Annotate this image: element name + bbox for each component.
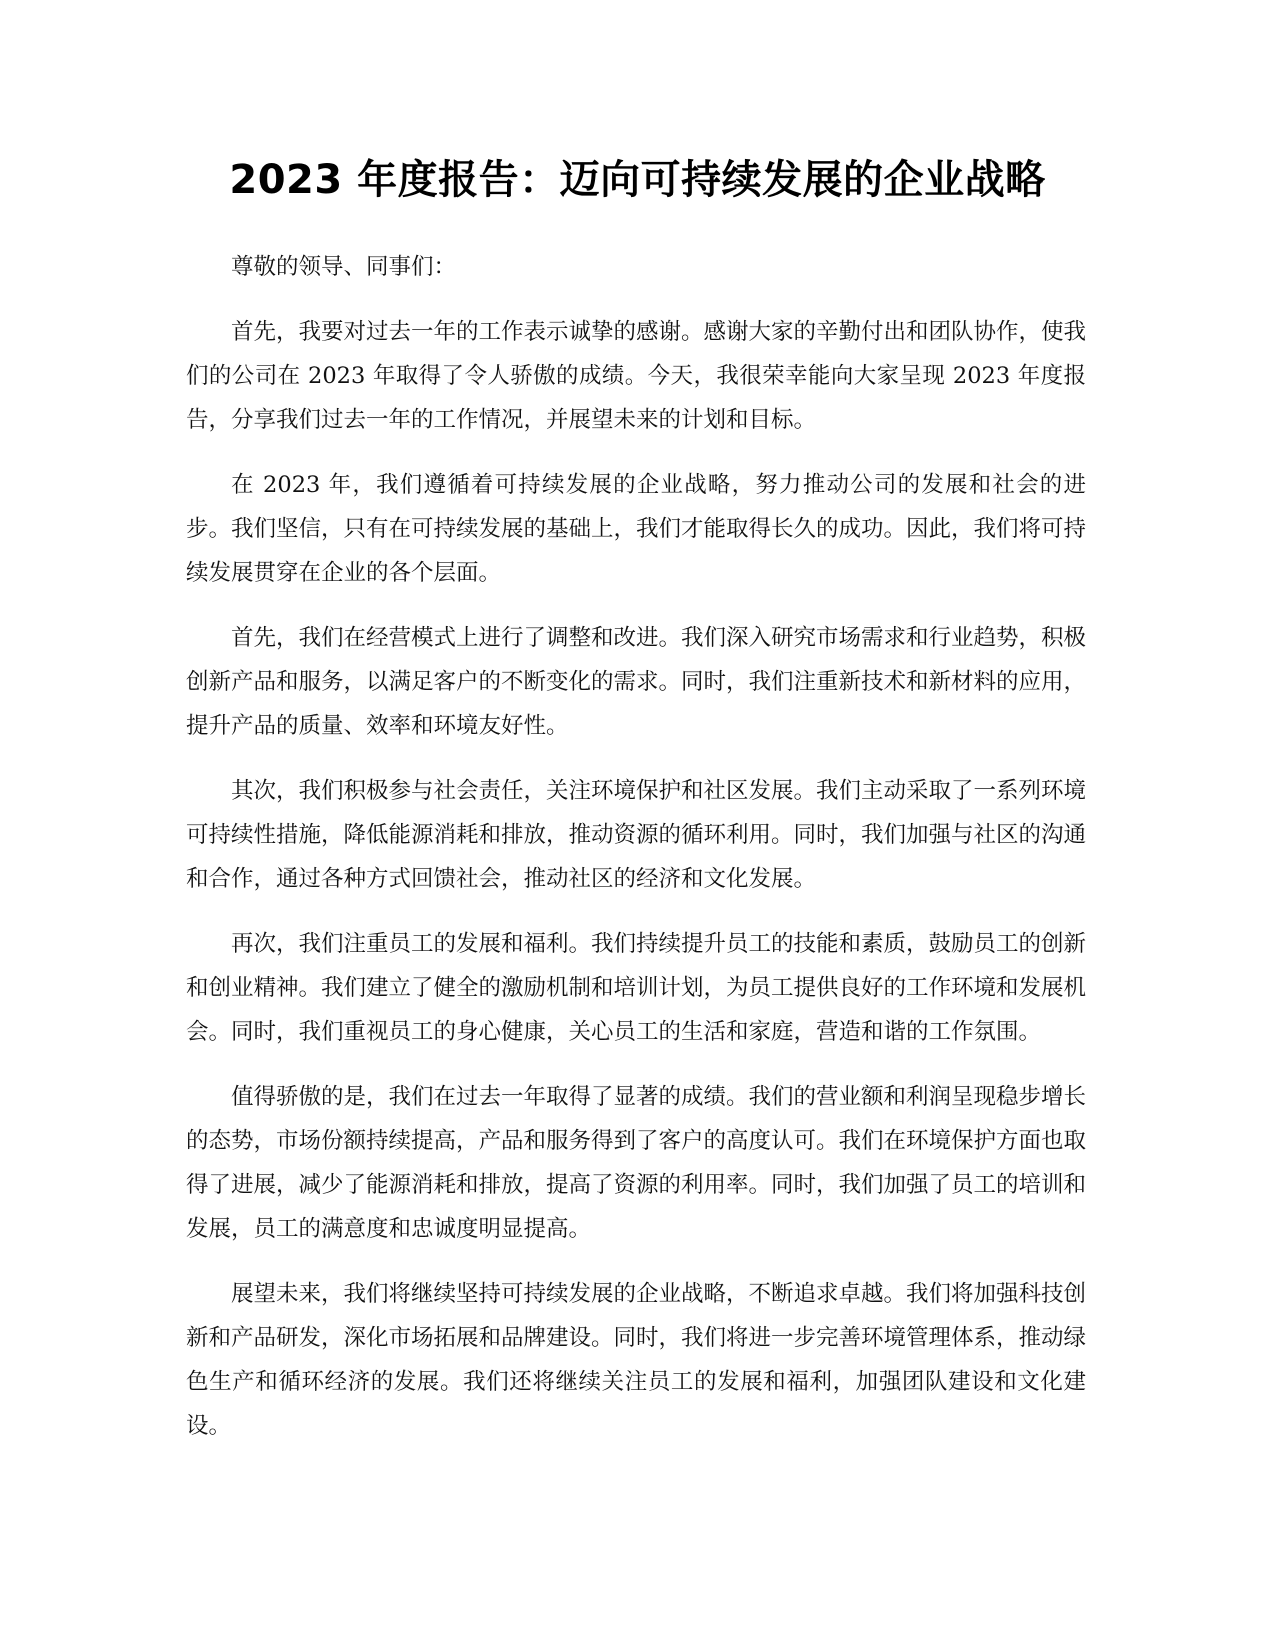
- paragraph-strategy: 在 2023 年，我们遵循着可持续发展的企业战略，努力推动公司的发展和社会的进步。我们坚信，只有在可持续发展的基础上，我们才能取得长久的成功。因此，我们将可持续发展贯穿在企业的各个层面。: [186, 472, 1087, 586]
- paragraph-employees: 再次，我们注重员工的发展和福利。我们持续提升员工的技能和素质，鼓励员工的创新和创业精神。我们建立了健全的激励机制和培训计划，为员工提供良好的工作环境和发展机会。同时，我们重视员工的身心健康，关心员工的生活和家庭，营造和谐的工作氛围。: [186, 931, 1087, 1045]
- document-title: 2023 年度报告：迈向可持续发展的企业战略: [229, 157, 1046, 203]
- salutation: 尊敬的领导、同事们：: [231, 254, 457, 280]
- paragraph-business-model: 首先，我们在经营模式上进行了调整和改进。我们深入研究市场需求和行业趋势，积极创新产品和服务，以满足客户的不断变化的需求。同时，我们注重新技术和新材料的应用，提升产品的质量、效率和环境友好性。: [186, 625, 1087, 739]
- document-body: [186, 245, 1086, 1469]
- paragraph-thanks: 首先，我要对过去一年的工作表示诚挚的感谢。感谢大家的辛勤付出和团队协作，使我们的公司在 2023 年取得了令人骄傲的成绩。今天，我很荣幸能向大家呈现 2023 年度报告，分享我们过去一年的工作情况，并展望未来的计划和目标。: [186, 319, 1087, 433]
- paragraph-social-responsibility: 其次，我们积极参与社会责任，关注环境保护和社区发展。我们主动采取了一系列环境可持续性措施，降低能源消耗和排放，推动资源的循环利用。同时，我们加强与社区的沟通和合作，通过各种方式回馈社会，推动社区的经济和文化发展。: [186, 778, 1087, 892]
- paragraph-outlook: 展望未来，我们将继续坚持可持续发展的企业战略，不断追求卓越。我们将加强科技创新和产品研发，深化市场拓展和品牌建设。同时，我们将进一步完善环境管理体系，推动绿色生产和循环经济的发展。我们还将继续关注员工的发展和福利，加强团队建设和文化建设。: [186, 1281, 1087, 1439]
- paragraph-achievements: 值得骄傲的是，我们在过去一年取得了显著的成绩。我们的营业额和利润呈现稳步增长的态势，市场份额持续提高，产品和服务得到了客户的高度认可。我们在环境保护方面也取得了进展，减少了能源消耗和排放，提高了资源的利用率。同时，我们加强了员工的培训和发展，员工的满意度和忠诚度明显提高。: [186, 1084, 1087, 1242]
